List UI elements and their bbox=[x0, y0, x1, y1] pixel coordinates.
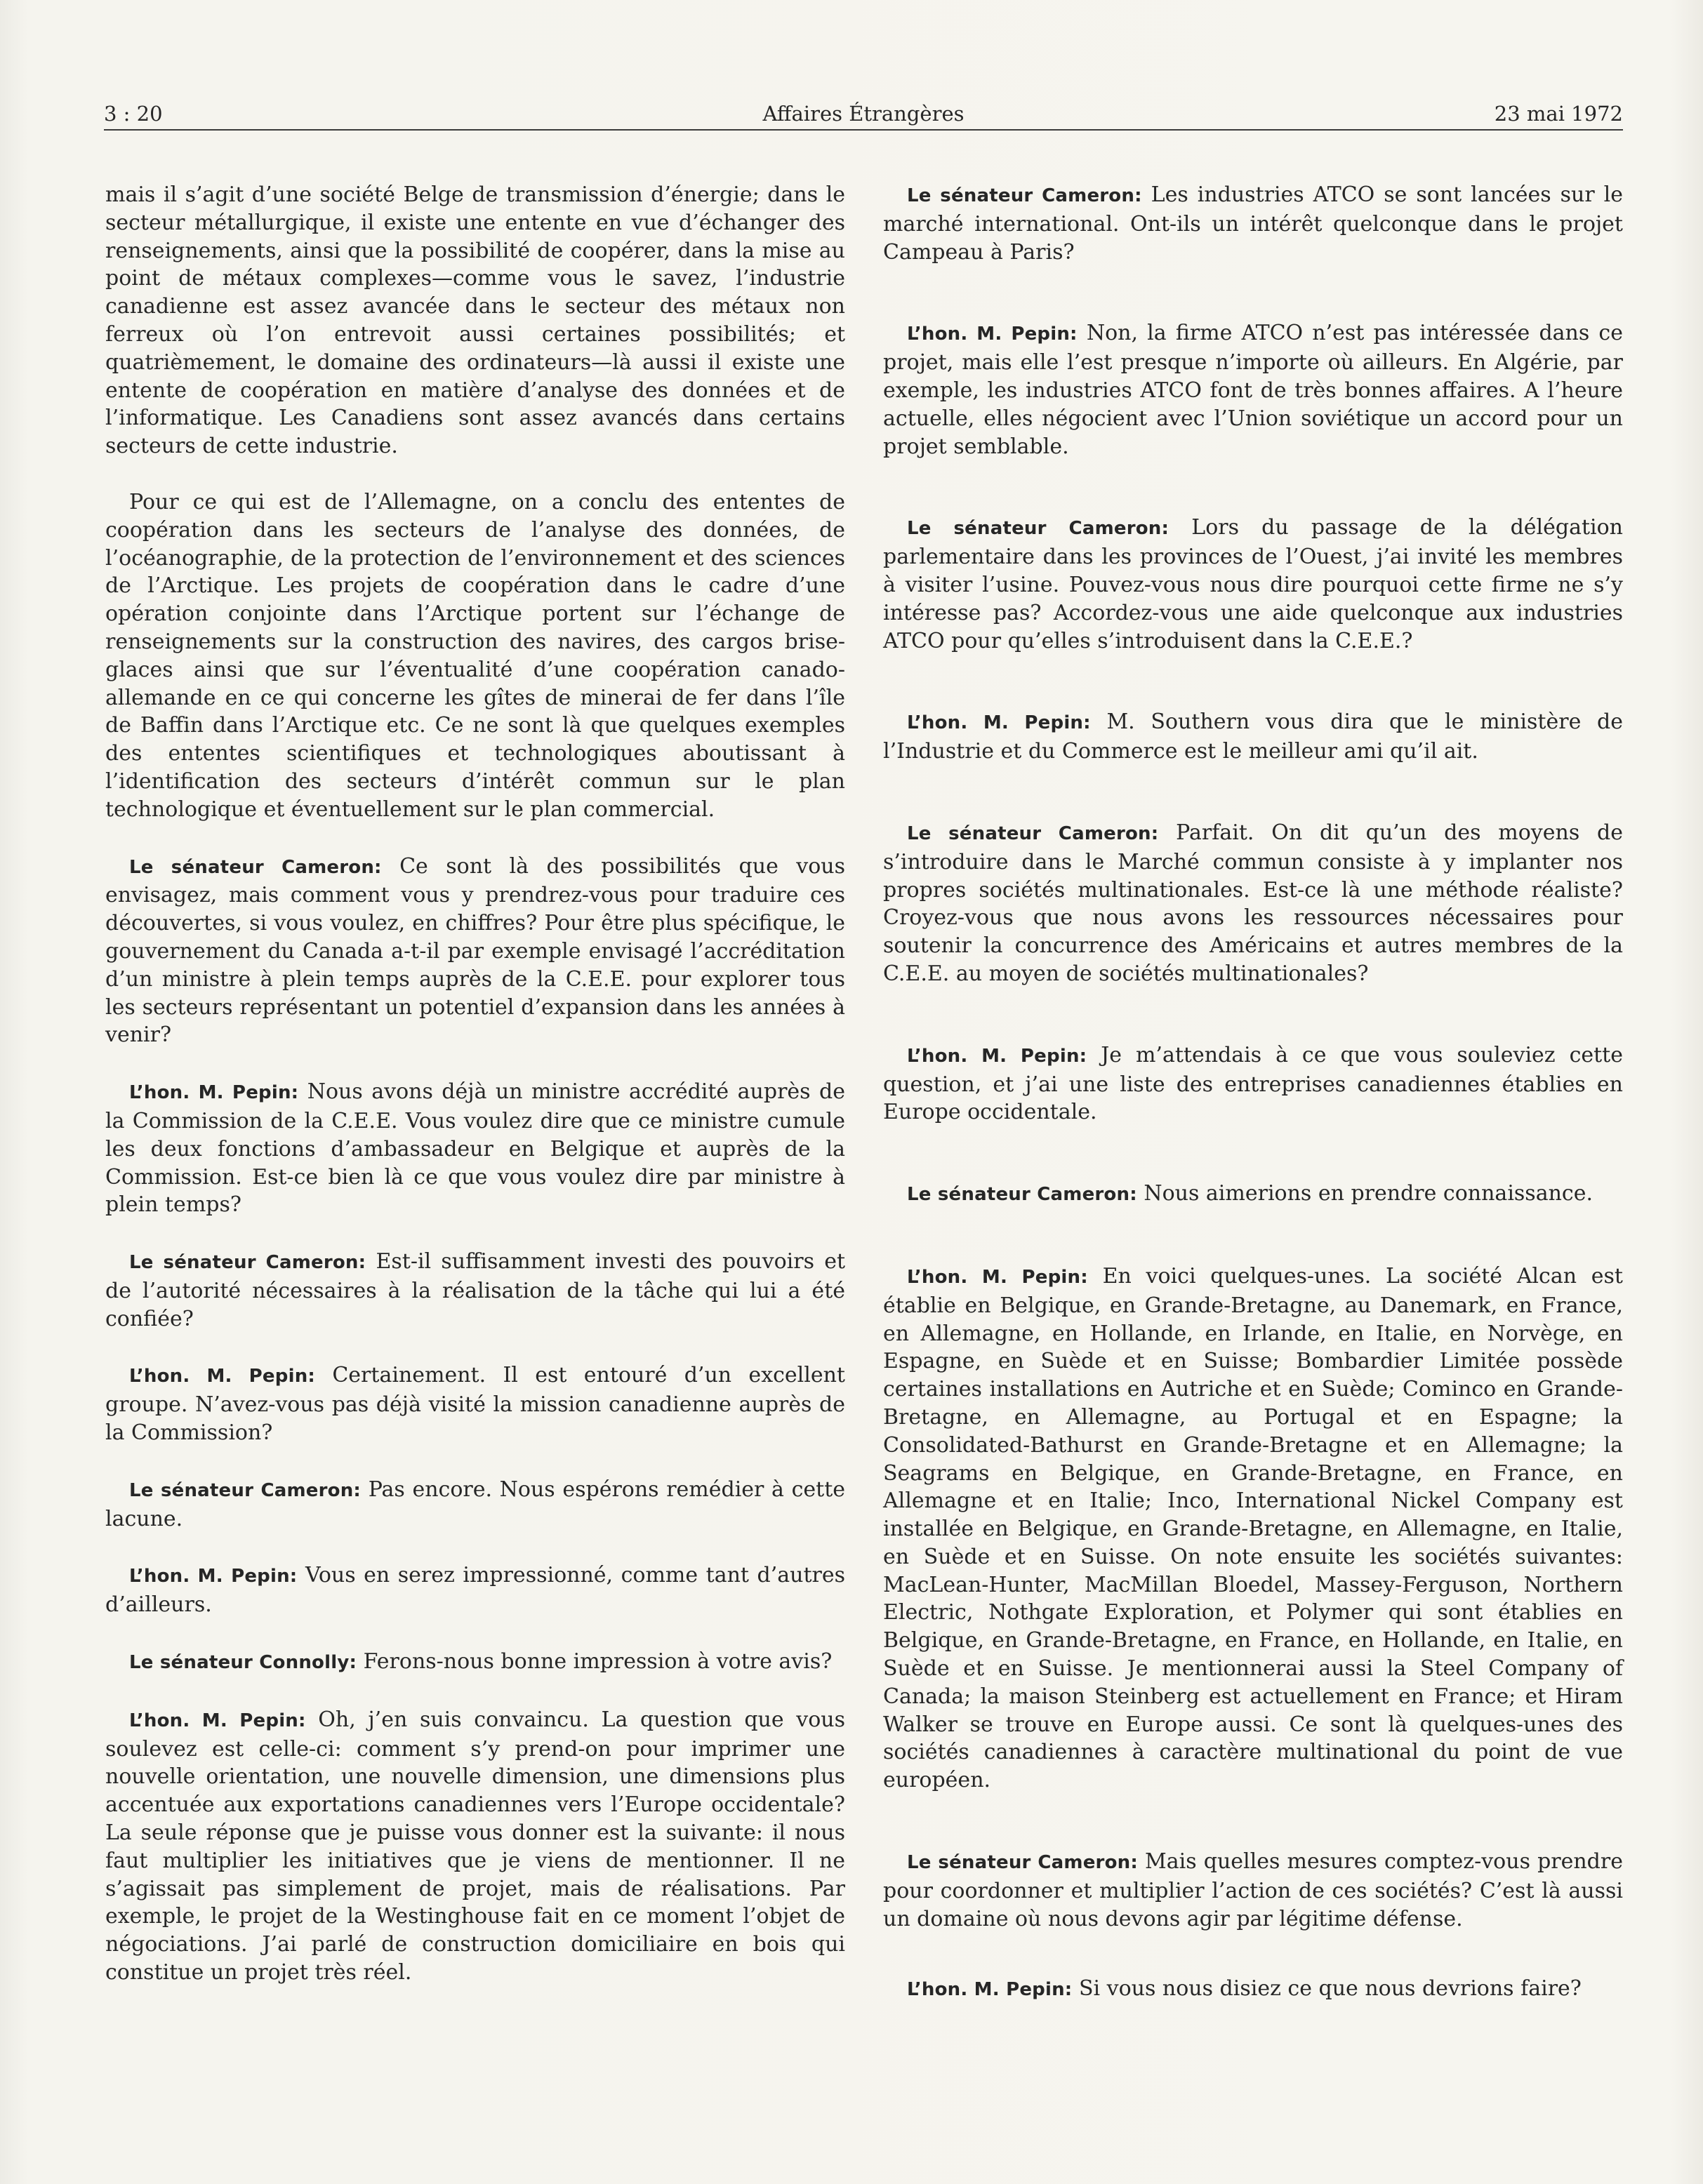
header-date: 23 mai 1972 bbox=[1494, 102, 1623, 126]
speech-paragraph bbox=[105, 1476, 845, 1533]
paragraph-text: mais il s’agit d’une société Belge de transmission d’énergie; dans le secteur métallurgique, il existe une entente en vue d’échanger des renseignements, ainsi que la possibilité de coopérer, dans la mise au point de métaux complexes—comme vous le savez, l’industrie canadienne est assez avancée dans le secteur des métaux non ferreux où l’on entrevoit aussi certaines possibilités; et quatrièmement, le domaine des ordinateurs—là aussi il existe une entente de coopération en matière d’analyse des données et de l’informatique. Les Canadiens sont assez avancés dans certains secteurs de cette industrie. bbox=[105, 182, 845, 459]
speech-text: Est-il suffisamment investi des pouvoirs et de l’autorité nécessaires à la réalisation de la tâche qui lui a été confiée? bbox=[105, 1249, 846, 1331]
speech-paragraph bbox=[883, 319, 1623, 460]
left-column bbox=[105, 181, 845, 1987]
running-header bbox=[104, 98, 1623, 131]
publication-title: Affaires Étrangères bbox=[762, 102, 965, 126]
speech-paragraph bbox=[105, 1361, 845, 1446]
speech-paragraph bbox=[105, 1248, 845, 1333]
paragraph bbox=[105, 181, 845, 460]
speaker-name: Le sénateur Cameron: bbox=[129, 1252, 366, 1274]
speech-text: Parfait. On dit qu’un des moyens de s’introduire dans le Marché commun consiste à y implanter nos propres sociétés multinationales. Est-ce là une méthode réaliste? Croyez-vous que nous avons les ressources nécessaires pour soutenir la concurrence des Américains et autres membres de la C.E.E. au moyen de sociétés multinationales? bbox=[883, 820, 1623, 986]
speech-text: Les industries ATCO se sont lancées sur le marché international. Ont-ils un intérêt quelconque dans le projet Campeau à Paris? bbox=[883, 182, 1624, 265]
speech-text: Lors du passage de la délégation parlementaire dans les provinces de l’Ouest, j’ai invité les membres à visiter l’usine. Pouvez-vous nous dire pourquoi cette firme ne s’y intéresse pas? Accordez-vous une aide quelconque aux industries ATCO pour qu’elles s’introduisent dans la C.E.E.? bbox=[883, 515, 1623, 653]
speech-paragraph bbox=[883, 708, 1623, 766]
speaker-name: Le sénateur Cameron: bbox=[907, 185, 1142, 206]
speaker-name: L’hon. M. Pepin: bbox=[907, 1266, 1088, 1288]
speech-paragraph bbox=[883, 819, 1623, 988]
speech-paragraph bbox=[105, 1078, 845, 1219]
speaker-name: L’hon. M. Pepin: bbox=[907, 712, 1091, 734]
speech-text: Ferons-nous bonne impression à votre avis? bbox=[363, 1649, 833, 1674]
speech-paragraph bbox=[883, 1263, 1623, 1795]
paragraph bbox=[105, 488, 845, 824]
speech-text: Mais quelles mesures comptez-vous prendre pour coordonner et multiplier l’action de ces sociétés? C’est là aussi un domaine où nous devons agir par légitime défense. bbox=[883, 1849, 1623, 1931]
speech-text: Si vous nous disiez ce que nous devrions faire? bbox=[1078, 1976, 1582, 2002]
speaker-name: Le sénateur Cameron: bbox=[129, 856, 382, 878]
right-column bbox=[883, 181, 1623, 2004]
paragraph-text: Pour ce qui est de l’Allemagne, on a conclu des ententes de coopération dans les secteurs de l’analyse des données, de l’océanographie, de la protection de l’environnement et des sciences de l’Arctique. Les projets de coopération dans le cadre d’une opération conjointe dans l’Arctique portent sur l’échange de renseignements sur la construction des navires, des cargos brise-glaces ainsi que sur l’éventualité d’une coopération canado-allemande en ce qui concerne les gîtes de minerai de fer dans l’île de Baffin dans l’Arctique etc. Ce ne sont là que quelques exemples des ententes scientifiques et technologiques aboutissant à l’identification des secteurs d’intérêt commun sur le plan technologique et éventuellement sur le plan commercial. bbox=[105, 489, 845, 822]
speech-text: M. Southern vous dira que le ministère de l’Industrie et du Commerce est le meilleur ami qu’il ait. bbox=[883, 710, 1623, 764]
speech-paragraph bbox=[883, 1975, 1623, 2004]
speaker-name: Le sénateur Cameron: bbox=[907, 1852, 1138, 1874]
speaker-name: L’hon. M. Pepin: bbox=[129, 1566, 298, 1587]
speaker-name: L’hon. M. Pepin: bbox=[129, 1366, 315, 1387]
speaker-name: Le sénateur Cameron: bbox=[129, 1479, 362, 1501]
speech-paragraph bbox=[105, 1706, 845, 1987]
speech-text: Oh, j’en suis convaincu. La question que vous soulevez est celle-ci: comment s’y prend-on pour imprimer une nouvelle orientation, une nouvelle dimension, une dimensions plus accentuée aux exportations canadiennes vers l’Europe occidentale? La seule réponse que je puisse vous donner est la suivante: il nous faut multiplier les initiatives que je viens de mentionner. Il ne s’agissait pas simplement de projet, mais de réalisations. Par exemple, le projet de la Westinghouse fait en ce moment l’objet de négociations. J’ai parlé de construction domiciliaire en bois qui constitue un projet très réel. bbox=[105, 1707, 845, 1985]
speech-text: Je m’attendais à ce que vous souleviez cette question, et j’ai une liste des entreprises canadiennes établies en Europe occidentale. bbox=[883, 1042, 1623, 1125]
speech-paragraph bbox=[105, 1562, 845, 1619]
speech-text: Vous en serez impressionné, comme tant d’autres d’ailleurs. bbox=[105, 1563, 845, 1618]
speaker-name: L’hon. M. Pepin: bbox=[907, 1045, 1087, 1067]
speech-paragraph bbox=[883, 514, 1623, 655]
speech-paragraph bbox=[105, 853, 845, 1050]
speaker-name: L’hon. M. Pepin: bbox=[907, 324, 1078, 345]
speaker-name: L’hon. M. Pepin: bbox=[129, 1082, 299, 1104]
speaker-name: Le sénateur Cameron: bbox=[907, 823, 1159, 844]
speaker-name: L’hon. M. Pepin: bbox=[129, 1710, 306, 1731]
speech-paragraph bbox=[883, 1180, 1623, 1209]
speaker-name: Le sénateur Cameron: bbox=[907, 1184, 1137, 1206]
speech-paragraph bbox=[883, 1041, 1623, 1126]
speech-paragraph bbox=[105, 1648, 845, 1677]
speech-text: Non, la firme ATCO n’est pas intéressée dans ce projet, mais elle l’est presque n’importe où ailleurs. En Algérie, par exemple, les industries ATCO font de très bonnes affaires. A l’heure actuelle, elles négocient avec l’Union soviétique un accord pour un projet semblable. bbox=[883, 321, 1623, 459]
speaker-name: Le sénateur Cameron: bbox=[907, 518, 1169, 540]
speech-text: Certainement. Il est entouré d’un excellent groupe. N’avez-vous pas déjà visité la mission canadienne auprès de la Commission? bbox=[105, 1363, 845, 1446]
speech-text: Nous aimerions en prendre connaissance. bbox=[1144, 1181, 1593, 1206]
speech-text: En voici quelques-unes. La société Alcan est établie en Belgique, en Grande-Bretagne, au Danemark, en France, en Allemagne, en Hollande, en Irlande, en Italie, en Norvège, en Espagne, en Suède et en Suisse; Bombardier Limitée possède certaines installations en Autriche et en Suède; Cominco en Grande-Bretagne, en Allemagne, au Portugal et en Espagne; la Consolidated-Bathurst en Grande-Bretagne et en Allemagne; la Seagrams en Belgique, en Grande-Bretagne, en France, en Allemagne et en Italie; Inco, International Nickel Company est installée en Belgique, en Grande-Bretagne, en Allemagne, en Italie, en Suède et en Suisse. On note ensuite les sociétés suivantes: MacLean-Hunter, MacMillan Bloedel, Massey-Ferguson, Northern Electric, Nothgate Exploration, et Polymer qui sont établies en Belgique, en Grande-Bretagne, en France, en Hollande, en Italie, en Suède et en Suisse. Je mentionnerai aussi la Steel Company of Canada; la maison Steinberg est actuellement en France; et Hiram Walker se trouve en Europe aussi. Ce sont là quelques-unes des sociétés canadiennes à caractère multinational du point de vue européen. bbox=[883, 1263, 1623, 1793]
speech-text: Pas encore. Nous espérons remédier à cette lacune. bbox=[105, 1477, 845, 1531]
speaker-name: L’hon. M. Pepin: bbox=[907, 1979, 1073, 2001]
page-number: 3 : 20 bbox=[104, 102, 163, 126]
speech-paragraph bbox=[883, 181, 1623, 266]
speech-paragraph bbox=[883, 1848, 1623, 1933]
speech-text: Ce sont là des possibilités que vous envisagez, mais comment vous y prendrez-vous pour traduire ces découvertes, si vous voulez, en chiffres? Pour être plus spécifique, le gouvernement du Canada a-t-il par exemple envisagé l’accréditation d’un ministre à plein temps auprès de la C.E.E. pour explorer tous les secteurs représentant un potentiel d’expansion dans les années à venir? bbox=[105, 853, 845, 1048]
speech-text: Nous avons déjà un ministre accrédité auprès de la Commission de la C.E.E. Vous voulez dire que ce ministre cumule les deux fonctions d’ambassadeur en Belgique et auprès de la Commission. Est-ce bien là ce que vous voulez dire par ministre à plein temps? bbox=[105, 1079, 845, 1218]
speaker-name: Le sénateur Connolly: bbox=[129, 1652, 357, 1674]
